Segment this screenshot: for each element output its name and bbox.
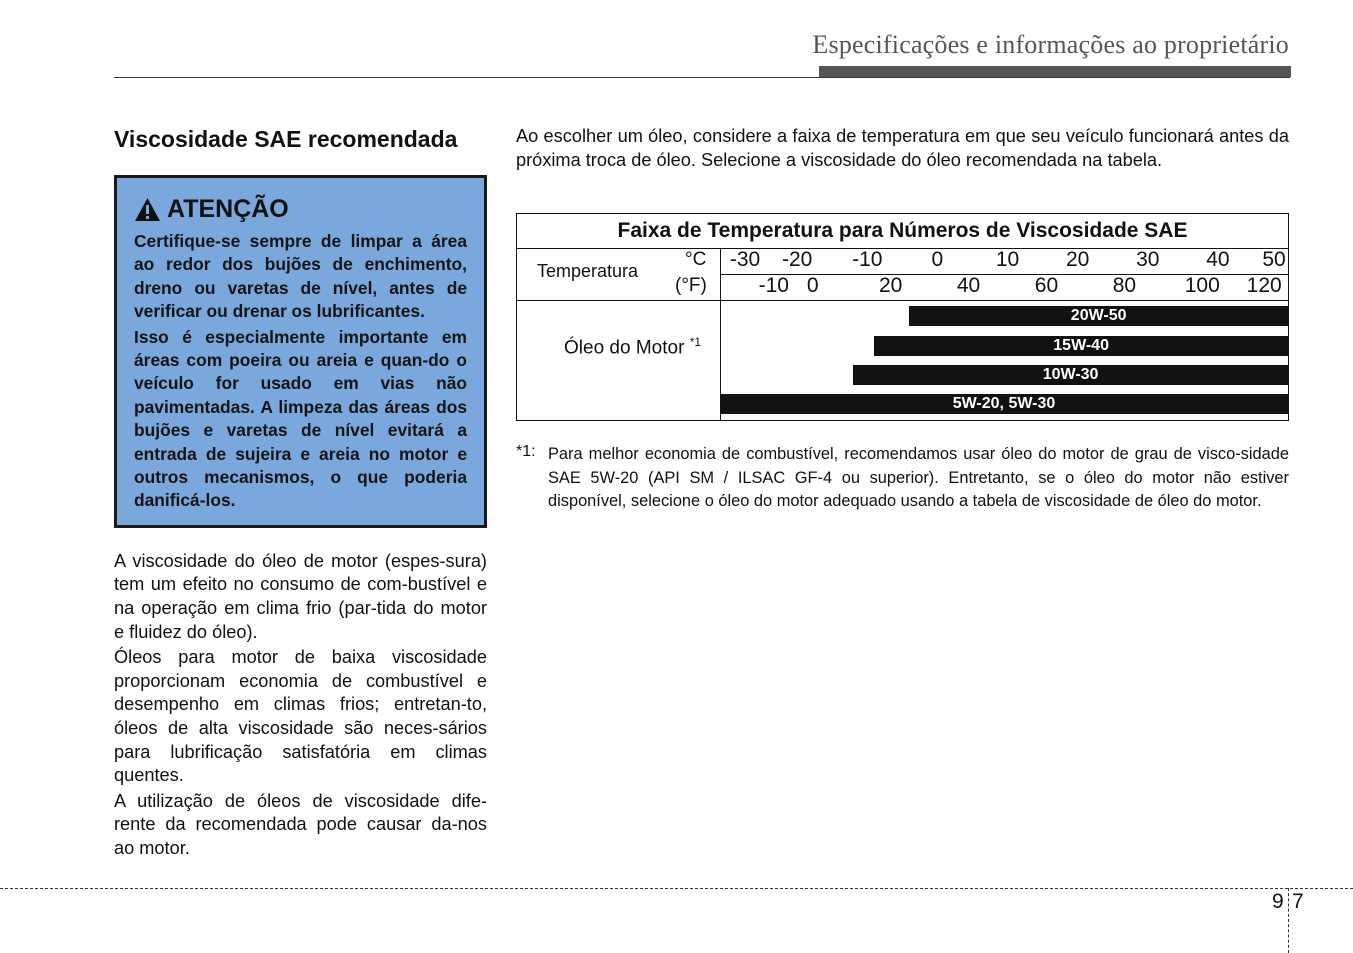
temperature-row-label: Temperatura	[537, 261, 639, 281]
oil-row-label	[564, 330, 701, 360]
body-paragraph: A utilização de óleos de viscosidade dife-rente da recomendada pode causar da-nos ao motor.	[114, 790, 487, 858]
celsius-unit-label: °C	[685, 249, 707, 270]
warning-paragraph: Isso é especialmente importante em áreas com poeira ou areia e quan-do o veículo for usado em vias não pavimentadas. A limpeza das áreas dos bujões e varetas de nível evitará a entrada de sujeira e areia no motor e outros mecanismos, o que poderia danificá-los.	[134, 326, 467, 511]
fahrenheit-tick: 100	[1184, 274, 1220, 297]
right-column	[516, 125, 1289, 172]
celsius-tick: 30	[1136, 248, 1160, 271]
page-section-number: 9	[1272, 890, 1284, 913]
header-rule	[114, 77, 1290, 78]
viscosity-bar: 10W-30	[853, 365, 1288, 385]
header-accent-bar	[819, 66, 1291, 77]
intro-paragraph: Ao escolher um óleo, considere a faixa de temperatura em que seu veículo funcionará antes da próxima troca de óleo. Selecione a viscosidade do óleo recomendada na tabela.	[516, 126, 1289, 170]
header-title: Especificações e informações ao proprietário	[812, 30, 1289, 59]
viscosity-bar: 15W-40	[874, 336, 1288, 356]
page-number-divider	[1288, 888, 1289, 953]
warning-box	[114, 175, 487, 528]
fahrenheit-tick: 60	[1034, 274, 1059, 297]
fahrenheit-tick: 120	[1246, 274, 1282, 297]
oil-row-label-text: Óleo do Motor	[564, 337, 685, 359]
page-number: 7	[1292, 890, 1304, 913]
warning-heading	[134, 192, 467, 226]
viscosity-bar: 20W-50	[909, 306, 1288, 326]
page-footer-rule	[0, 888, 1353, 889]
fahrenheit-tick: -10	[758, 274, 789, 297]
fahrenheit-tick: 80	[1112, 274, 1137, 297]
celsius-tick: 20	[1065, 248, 1090, 271]
celsius-tick: 10	[995, 248, 1020, 271]
footnote-mark: *1:	[516, 443, 536, 460]
footnote	[516, 443, 1289, 514]
left-column	[114, 120, 487, 861]
celsius-tick: -10	[852, 248, 883, 271]
celsius-tick: -20	[781, 248, 813, 271]
section-title: Viscosidade SAE recomendada	[114, 126, 458, 152]
viscosity-chart	[516, 213, 1289, 421]
warning-heading-text: ATENÇÃO	[167, 194, 289, 223]
celsius-tick: -30	[729, 248, 761, 271]
celsius-tick: 50	[1262, 248, 1286, 271]
fahrenheit-unit-label: (°F)	[675, 275, 707, 296]
fahrenheit-tick: 40	[956, 274, 981, 297]
viscosity-bar: 5W-20, 5W-30	[720, 394, 1288, 414]
warning-triangle-icon	[134, 197, 161, 222]
celsius-tick: 0	[931, 248, 944, 271]
celsius-tick: 40	[1206, 248, 1230, 271]
oil-footnote-ref: *1	[689, 335, 702, 349]
fahrenheit-tick: 20	[878, 274, 903, 297]
body-paragraph: Óleos para motor de baixa viscosidade proporcionam economia de combustível e desempenho em climas frios; entretan-to, óleos de alta viscosidade são neces-sários para lubrificação satisfatória em climas quentes.	[114, 647, 487, 786]
chart-title: Faixa de Temperatura para Números de Viscosidade SAE	[517, 214, 1288, 249]
table-divider-rows	[517, 300, 1288, 301]
warning-paragraph: Certifique-se sempre de limpar a área ao redor dos bujões de enchimento, dreno ou varetas de nível, antes de verificar ou drenar os lubrificantes.	[134, 231, 467, 322]
footnote-text: Para melhor economia de combustível, recomendamos usar óleo do motor de grau de visco-sidade SAE 5W-20 (API SM / ILSAC GF-4 ou superior). Entretanto, se o óleo do motor não estiver disponível, selecione o óleo do motor adequado usando a tabela de viscosidade de óleo do motor.	[548, 445, 1289, 511]
body-paragraph: A viscosidade do óleo de motor (espes-sura) tem um efeito no consumo de com-bustível e na operação em clima frio (par-tida do motor e fluidez do óleo).	[114, 550, 487, 642]
fahrenheit-tick: 0	[806, 274, 819, 297]
